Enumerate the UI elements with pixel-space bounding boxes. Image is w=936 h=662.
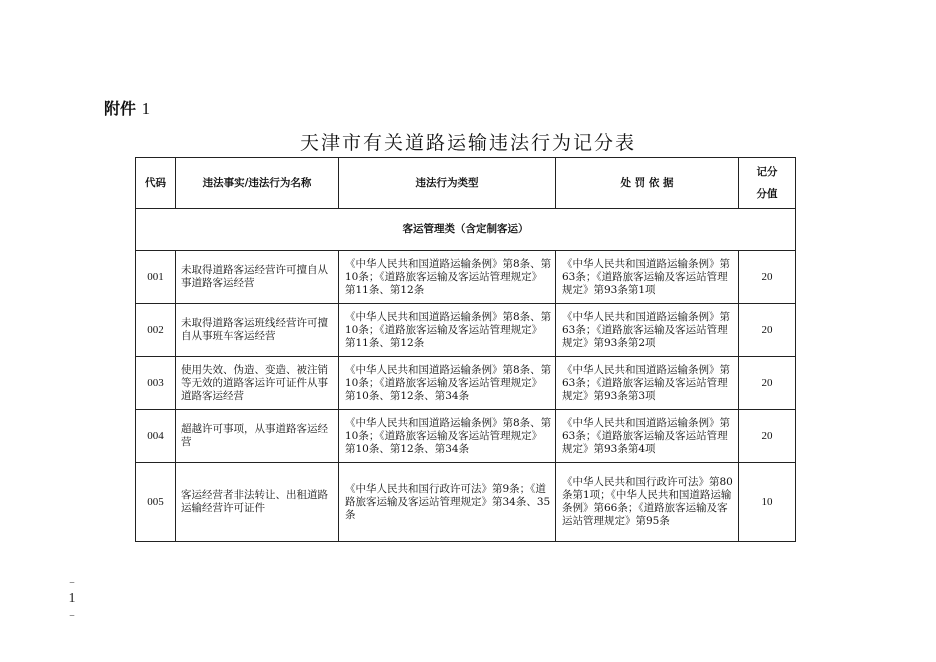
row-basis: 《中华人民共和国行政许可法》第80条第1项；《中华人民共和国道路运输条例》第66条；《道路旅客运输及客运站管理规定》第95条: [556, 463, 739, 542]
row-basis: 《中华人民共和国道路运输条例》第63条；《道路旅客运输及客运站管理规定》第93条第3项: [556, 357, 739, 410]
table-row: [136, 463, 796, 542]
row-score: 20: [739, 251, 796, 304]
row-score: 20: [739, 304, 796, 357]
category-label: 客运管理类（含定制客运）: [136, 209, 796, 251]
page-number-value: 1: [68, 591, 76, 606]
row-code: 005: [136, 463, 176, 542]
row-type: 《中华人民共和国道路运输条例》第8条、第10条；《道路旅客运输及客运站管理规定》第10条、第12条、第34条: [339, 410, 556, 463]
row-basis: 《中华人民共和国道路运输条例》第63条；《道路旅客运输及客运站管理规定》第93条第4项: [556, 410, 739, 463]
attachment-label: [104, 96, 150, 119]
row-code: 001: [136, 251, 176, 304]
row-code: 002: [136, 304, 176, 357]
row-type: 《中华人民共和国道路运输条例》第8条、第10条；《道路旅客运输及客运站管理规定》第10条、第12条、第34条: [339, 357, 556, 410]
row-score: 10: [739, 463, 796, 542]
attachment-number: 1: [141, 99, 151, 118]
row-fact: 客运经营者非法转让、出租道路运输经营许可证件: [176, 463, 339, 542]
row-type: 《中华人民共和国道路运输条例》第8条、第10条；《道路旅客运输及客运站管理规定》第11条、第12条: [339, 304, 556, 357]
header-score-line2: 分值: [756, 188, 778, 200]
table-row: [136, 304, 796, 357]
header-type: 违法行为类型: [339, 158, 556, 209]
category-row: [136, 209, 796, 251]
page-number-dash-top: –: [69, 577, 75, 587]
header-score-line1: 记分: [756, 166, 778, 178]
row-score: 20: [739, 357, 796, 410]
row-score: 20: [739, 410, 796, 463]
row-fact: 超越许可事项，从事道路客运经营: [176, 410, 339, 463]
row-fact: 未取得道路客运班线经营许可擅自从事班车客运经营: [176, 304, 339, 357]
header-score: [739, 158, 796, 209]
row-basis: 《中华人民共和国道路运输条例》第63条；《道路旅客运输及客运站管理规定》第93条第2项: [556, 304, 739, 357]
attachment-label-text: 附件: [104, 99, 137, 118]
table-header-row: [136, 158, 796, 209]
row-code: 003: [136, 357, 176, 410]
violation-score-table: [135, 157, 796, 542]
row-code: 004: [136, 410, 176, 463]
row-basis: 《中华人民共和国道路运输条例》第63条；《道路旅客运输及客运站管理规定》第93条第1项: [556, 251, 739, 304]
row-type: 《中华人民共和国行政许可法》第9条；《道路旅客运输及客运站管理规定》第34条、35条: [339, 463, 556, 542]
table-row: [136, 357, 796, 410]
row-type: 《中华人民共和国道路运输条例》第8条、第10条；《道路旅客运输及客运站管理规定》第11条、第12条: [339, 251, 556, 304]
row-fact: 未取得道路客运经营许可擅自从事道路客运经营: [176, 251, 339, 304]
table-row: [136, 410, 796, 463]
header-basis: 处 罚 依 据: [556, 158, 739, 209]
header-fact: 违法事实/违法行为名称: [176, 158, 339, 209]
row-fact: 使用失效、伪造、变造、被注销等无效的道路客运许可证件从事道路客运经营: [176, 357, 339, 410]
page-number: [66, 577, 78, 620]
page-number-dash-bottom: –: [69, 610, 75, 620]
document-title: 天津市有关道路运输违法行为记分表: [299, 132, 636, 154]
header-code: 代码: [136, 158, 176, 209]
table-row: [136, 251, 796, 304]
